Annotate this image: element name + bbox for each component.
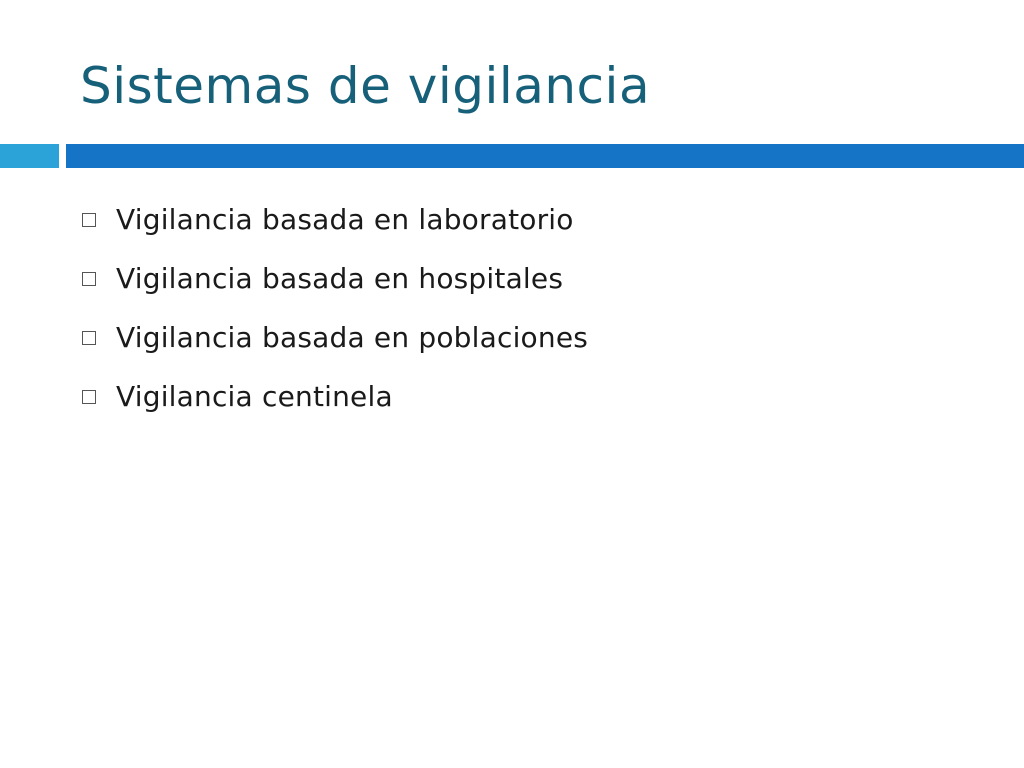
bullet-text: Vigilancia centinela [116,380,393,413]
list-item [80,308,588,367]
bullet-text: Vigilancia basada en hospitales [116,262,564,295]
square-bullet-icon [82,390,96,404]
list-item [80,249,588,308]
title-accent-bar-right [66,144,1024,168]
slide-title: Sistemas de vigilancia [80,57,651,115]
title-accent-bar-left [0,144,59,168]
square-bullet-icon [82,213,96,227]
bullet-text: Vigilancia basada en laboratorio [116,203,574,236]
square-bullet-icon [82,272,96,286]
list-item [80,190,588,249]
bullet-list [80,190,588,426]
square-bullet-icon [82,331,96,345]
bullet-text: Vigilancia basada en poblaciones [116,321,589,354]
list-item [80,367,588,426]
